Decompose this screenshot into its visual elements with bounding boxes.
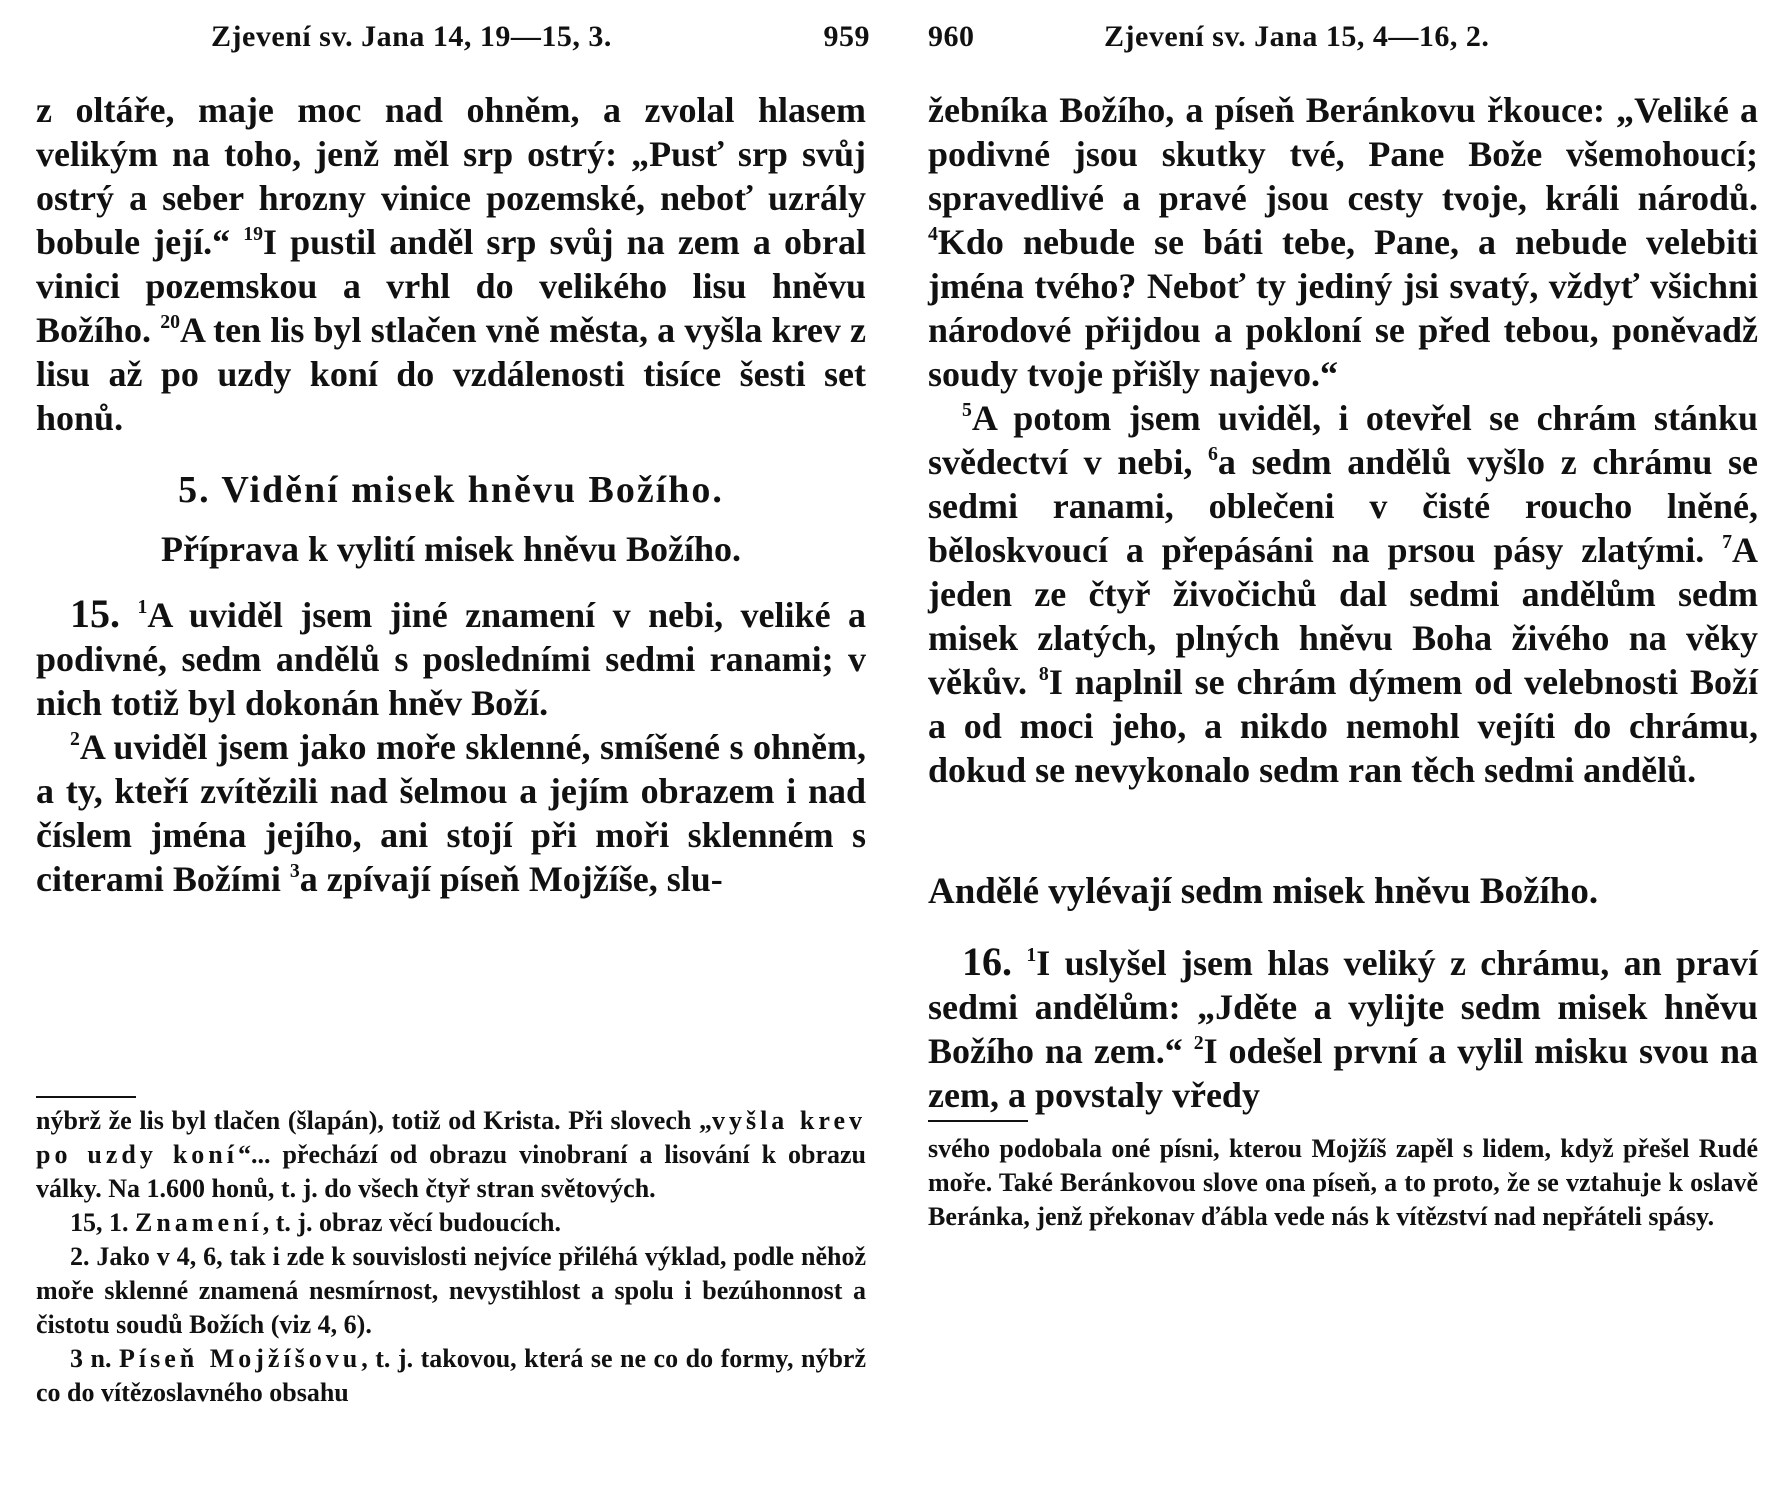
- verse-text: A jeden ze čtyř živočichů dal sedmi andělům sedm misek zlatých, plných hněvu Boha živého na věky věkův.: [928, 530, 1758, 702]
- footnote-text: , t. j. obraz věcí budoucích.: [262, 1208, 561, 1237]
- paragraph: [928, 88, 1758, 396]
- paragraph: [928, 940, 1758, 1117]
- text-block-chapter-15: [36, 592, 866, 901]
- paragraph: [36, 592, 866, 725]
- verse-text: Kdo nebude se báti tebe, Pane, a nebude velebiti jména tvého? Neboť ty jediný jsi svatý, vždyť všichni národové přijdou a pokloní se před tebou, poněvadž soudy tvoje přišly najevo.“: [928, 222, 1758, 394]
- verse-number: 3: [289, 860, 300, 883]
- verse-text: A uviděl jsem jiné znamení v nebi, veliké a podivné, sedm andělů s posledními sedmi ranami; v nich totiž byl dokonán hněv Boží.: [36, 595, 867, 723]
- paragraph: [36, 88, 866, 440]
- verse-text: žebníka Božího, a píseň Beránkovu řkouce: „Veliké a podivné jsou skutky tvé, Pane Bože všemohoucí; spravedlivé a pravé jsou cesty tvoje, králi národů.: [928, 90, 1758, 218]
- text-block-top: [36, 88, 866, 440]
- footnote-text: 15, 1.: [70, 1208, 135, 1237]
- verse-text: I pustil anděl srp svůj na zem a obral vinici pozemskou a vrhl do velikého lisu hněvu Božího.: [36, 222, 866, 350]
- verse-number: 6: [1208, 443, 1218, 466]
- footnotes-left: [36, 1104, 866, 1410]
- chapter-number: 16.: [962, 939, 1012, 984]
- verse-text: I naplnil se chrám dýmem od velebnosti Boží a od moci jeho, a nikdo nemohl vejíti do chrámu, dokud se nevykonalo sedm ran těch sedmi andělů.: [928, 662, 1758, 790]
- text-block-top: [928, 88, 1758, 792]
- footnote: [928, 1132, 1758, 1234]
- footnote-text: 3 n.: [70, 1344, 119, 1373]
- paragraph: [928, 396, 1758, 792]
- footnote-emphasis: Píseň Mojžíšovu: [118, 1344, 362, 1373]
- verse-text: A ten lis byl stlačen vně města, a vyšla krev z lisu až po uzdy koní do vzdálenosti tisíce šesti set honů.: [36, 310, 866, 438]
- footnote-text: nýbrž že lis byl tlačen (šlapán), totiž od Krista. Při slovech „: [36, 1106, 712, 1135]
- verse-number: 8: [1038, 663, 1049, 686]
- footnote-rule: [36, 1096, 136, 1098]
- right-page: [928, 0, 1758, 1500]
- footnote: [36, 1240, 866, 1342]
- verse-number: 7: [1722, 531, 1732, 554]
- footnote-text: , t. j. takovou, která se ne co do formy, nýbrž co do vítězoslavného obsahu: [36, 1344, 866, 1407]
- section-heading: Andělé vylévají sedm misek hněvu Božího.: [928, 871, 1599, 912]
- footnote-text: svého podobala oné písni, kterou Mojžíš zapěl s lidem, když přešel Rudé moře. Také Beránkovou slove ona píseň, a to proto, že se vztahuje k oslavě Beránka, jenž překonav ďábla vede nás k vítězství nad nepřáteli spásy.: [928, 1134, 1758, 1231]
- verse-text: A uviděl jsem jako moře sklenné, smíšené s ohněm, a ty, kteří zvítězili nad šelmou a jejím obrazem i nad číslem jména jejího, ani stojí při moři sklenném s citerami Božími: [36, 727, 866, 899]
- verse-text: I odešel první a vylil misku svou na zem, a povstaly vředy: [928, 1031, 1759, 1115]
- verse-text: a sedm andělů vyšlo z chrámu se sedmi ranami, oblečeni v čisté roucho lněné, běloskvoucí a přepásáni na prsou pásy zlatými.: [928, 442, 1759, 570]
- verse-text: A potom jsem uviděl, i otevřel se chrám stánku svědectví v nebi,: [928, 398, 1758, 482]
- verse-number: 2: [1193, 1032, 1204, 1055]
- subsection-heading: Příprava k vylití misek hněvu Božího.: [160, 529, 742, 569]
- chapter-number: 15.: [70, 591, 120, 636]
- footnote-text: 2. Jako v 4, 6, tak i zde k souvislosti nejvíce přiléhá výklad, podle něhož moře sklenné znamená nesmírnost, nevystihlost a spolu i bezúhonnost a čistotu soudů Božích (viz 4, 6).: [36, 1242, 866, 1339]
- verse-number: 5: [962, 399, 972, 422]
- footnote-emphasis: Znamení: [135, 1208, 263, 1237]
- verse-number: 2: [70, 728, 80, 751]
- page-number: 959: [823, 20, 870, 53]
- running-head-title: Zjevení sv. Jana 15, 4—16, 2.: [1104, 20, 1490, 53]
- verse-text: a zpívají píseň Mojžíše, slu-: [299, 859, 723, 899]
- verse-text: I uslyšel jsem hlas veliký z chrámu, an praví sedmi andělům: „Jděte a vylijte sedm misek hněvu Božího na zem.“: [928, 943, 1758, 1071]
- footnote-rule: [928, 1120, 1028, 1122]
- footnote: [36, 1104, 866, 1206]
- verse-number: 1: [1026, 944, 1037, 967]
- footnote: [36, 1342, 866, 1410]
- verse-text: z oltáře, maje moc nad ohněm, a zvolal hlasem velikým na toho, jenž měl srp ostrý: „Pusť srp svůj ostrý a seber hrozny vinice pozemské, neboť uzrály bobule její.“: [36, 90, 866, 262]
- text-block-chapter-16: [928, 940, 1758, 1117]
- running-head-title: Zjevení sv. Jana 14, 19—15, 3.: [211, 20, 612, 53]
- verse-number: 19: [243, 223, 264, 246]
- left-page: [36, 0, 870, 1500]
- verse-number: 20: [160, 311, 180, 334]
- section-heading: 5. Vidění misek hněvu Božího.: [178, 469, 724, 511]
- verse-number: 4: [928, 223, 938, 246]
- footnote: [36, 1206, 866, 1240]
- footnote-text: “... přechází od obrazu vinobraní a lisování k obrazu války. Na 1.600 honů, t. j. do všech čtyř stran světových.: [36, 1140, 866, 1203]
- footnote-emphasis: vyšla krev po uzdy koní: [36, 1106, 866, 1169]
- running-head-right: [928, 20, 1758, 60]
- footnotes-right: [928, 1132, 1758, 1234]
- running-head-left: [36, 20, 870, 60]
- page-number: 960: [928, 20, 975, 53]
- paragraph: [36, 725, 866, 901]
- verse-number: 1: [137, 596, 148, 619]
